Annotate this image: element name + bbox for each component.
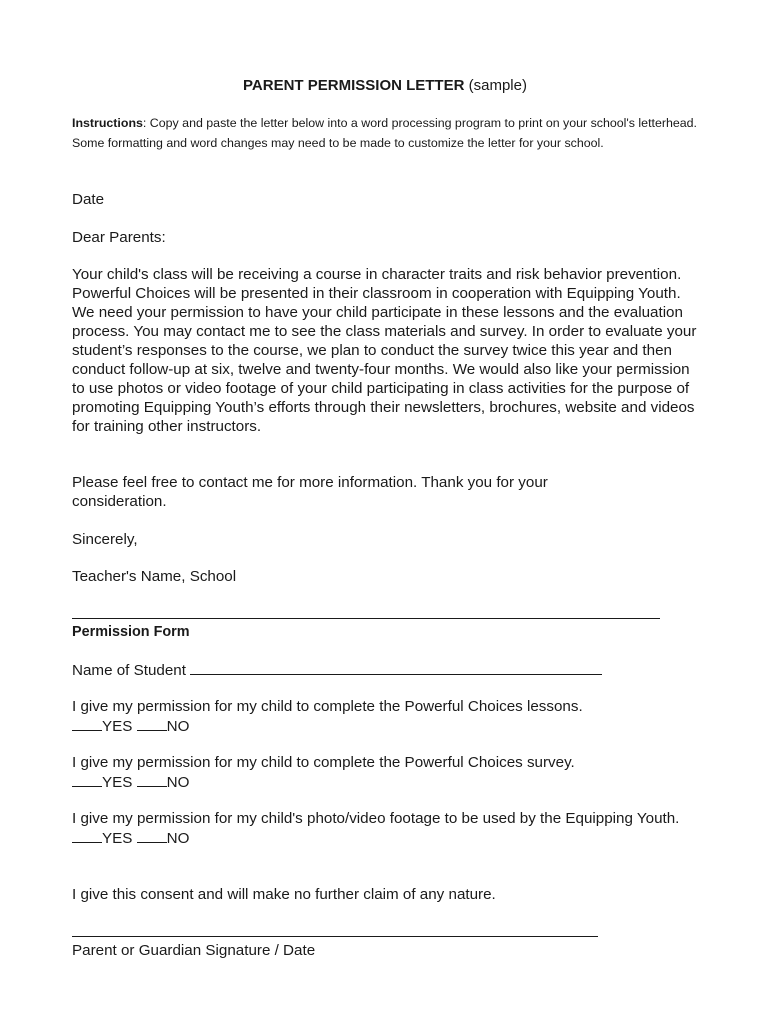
question-photo <box>72 809 697 848</box>
question-lessons <box>72 697 702 736</box>
question-text: I give my permission for my child to complete the Powerful Choices survey. <box>72 754 575 771</box>
question-survey <box>72 753 702 792</box>
title-main: PARENT PERMISSION LETTER <box>243 77 465 94</box>
question-text: I give my permission for my child's photo/video footage to be used by the Equipping Youth. <box>72 810 680 827</box>
letter-closing-note: Please feel free to contact me for more information. Thank you for your consideration. <box>72 474 548 510</box>
yes-label: YES <box>102 718 133 735</box>
instructions-label: Instructions <box>72 116 143 130</box>
letter-signoff: Sincerely, <box>72 531 138 548</box>
letter-date: Date <box>72 191 105 208</box>
no-label: NO <box>166 718 190 735</box>
no-label: NO <box>166 830 190 847</box>
instructions <box>72 114 702 153</box>
consent-statement: I give this consent and will make no further claim of any nature. <box>72 886 496 903</box>
question-text: I give my permission for my child to complete the Powerful Choices lessons. <box>72 698 583 715</box>
no-checkbox[interactable] <box>137 772 167 787</box>
yes-checkbox[interactable] <box>72 716 102 731</box>
page-title <box>0 76 770 96</box>
instructions-text: : Copy and paste the letter below into a word processing program to print on your school's letterhead. Some formatting and word changes may need to be made to customize the letter for your school. <box>72 116 697 150</box>
signature-label: Parent or Guardian Signature / Date <box>72 942 316 959</box>
no-label: NO <box>166 774 190 791</box>
yes-no-row <box>72 828 697 848</box>
yes-label: YES <box>102 774 133 791</box>
title-suffix: (sample) <box>468 77 527 94</box>
letter-body: Your child's class will be receiving a course in character traits and risk behavior prevention. Powerful Choices will be presented in their classroom in cooperation with Equipping Youth. We need your permission to have your child participate in these lessons and the evaluation process. You may contact me to see the class materials and survey. In order to evaluate your student’s responses to the course, we plan to conduct the survey twice this year and then conduct follow-up at six, twelve and twenty-four months. We would also like your permission to use photos or video footage of your child participating in class activities for the purpose of promoting Equipping Youth’s efforts through their newsletters, brochures, website and videos for training other instructors. <box>72 266 697 435</box>
yes-checkbox[interactable] <box>72 828 102 843</box>
letter-signature: Teacher's Name, School <box>72 568 237 585</box>
student-name-row <box>72 660 702 680</box>
student-name-label: Name of Student <box>72 662 186 679</box>
form-heading: Permission Form <box>72 624 190 640</box>
yes-no-row <box>72 772 702 792</box>
no-checkbox[interactable] <box>137 716 167 731</box>
signature-line[interactable] <box>72 936 598 937</box>
letter-greeting: Dear Parents: <box>72 229 166 246</box>
section-divider <box>72 618 660 619</box>
yes-label: YES <box>102 830 133 847</box>
student-name-field[interactable] <box>190 660 602 675</box>
no-checkbox[interactable] <box>137 828 167 843</box>
yes-no-row <box>72 716 702 736</box>
yes-checkbox[interactable] <box>72 772 102 787</box>
